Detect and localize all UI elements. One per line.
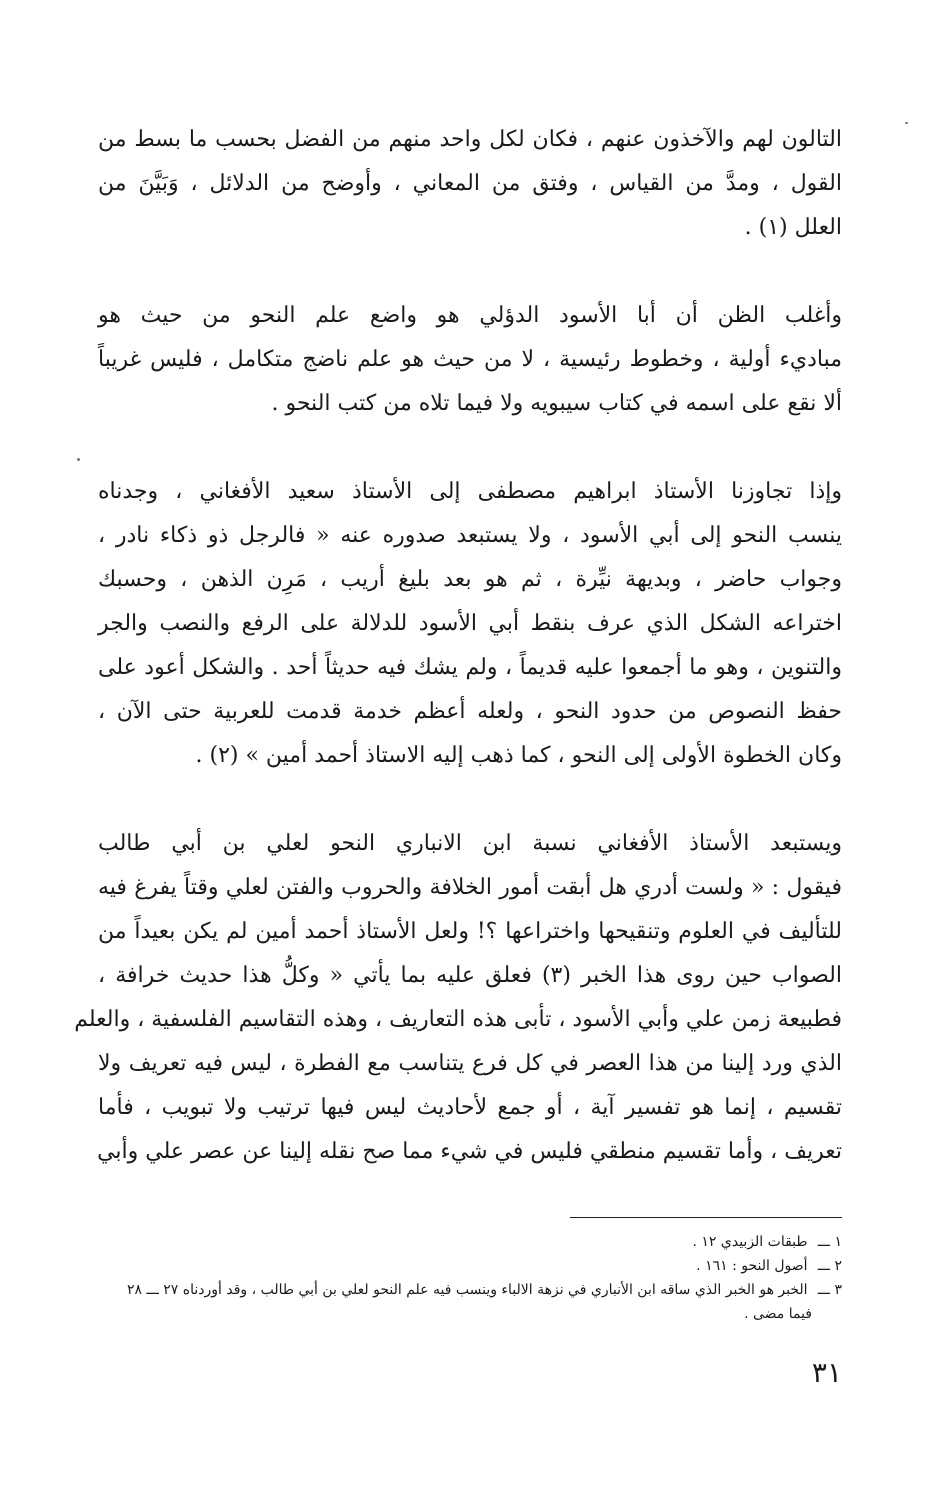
text-line: حفظ النصوص من حدود النحو ، ولعله أعظم خدمة قدمت للعربية حتى الآن ، (98, 699, 842, 724)
text-line: مباديء أولية ، وخطوط رئيسية ، لا من حيث هو علم ناضج متكامل ، فليس غريباً (98, 347, 842, 372)
text-line: تقسيم ، إنما هو تفسير آية ، أو جمع لأحاديث ليس فيها ترتيب ولا تبويب ، فأما (98, 1095, 842, 1120)
text-line: ألا نقع على اسمه في كتاب سيبويه ولا فيما تلاه من كتب النحو . (271, 391, 842, 416)
text-line: فطبيعة زمن علي وأبي الأسود ، تأبى هذه التعاريف ، وهذه التقاسيم الفلسفية ، والعلم (74, 1007, 842, 1032)
footnote-number: ١ ـــ (817, 1234, 842, 1250)
footnote-2 (98, 1254, 842, 1278)
text-line: الذي ورد إلينا من هذا العصر في كل فرع يتناسب مع الفطرة ، ليس فيه تعريف ولا (98, 1051, 842, 1076)
paragraph-4 (74, 822, 842, 1174)
text-line: وإذا تجاوزنا الأستاذ ابراهيم مصطفى إلى الأستاذ سعيد الأفغاني ، وجدناه (98, 479, 842, 504)
footnote-text: الخبر هو الخبر الذي ساقه ابن الأنباري في نزهة الالباء وينسب فيه علم النحو لعلي بن أبي طالب ، وقد أوردناه ٢٧ ـــ ٢٨ (127, 1282, 808, 1298)
footnote-divider (570, 1217, 842, 1218)
paragraph-3 (98, 470, 842, 778)
footnotes (98, 1230, 842, 1326)
footnote-text: أصول النحو : ١٦١ . (696, 1258, 808, 1274)
body-text (74, 118, 842, 1218)
text-line: والتنوين ، وهو ما أجمعوا عليه قديماً ، ولم يشك فيه حديثاً أحد . والشكل أعود على (98, 655, 842, 680)
page-number: ٣١ (811, 1356, 842, 1389)
text-line: اختراعه الشكل الذي عرف بنقط أبي الأسود للدلالة على الرفع والنصب والجر (98, 611, 842, 636)
text-line: تعريف ، وأما تقسيم منطقي فليس في شيء مما صح نقله إلينا عن عصر علي وأبي (97, 1139, 842, 1164)
text-line: التالون لهم والآخذون عنهم ، فكان لكل واحد منهم من الفضل بحسب ما بسط من (98, 127, 842, 152)
text-line: وكان الخطوة الأولى إلى النحو ، كما ذهب إليه الاستاذ أحمد أمين » (٢) . (195, 743, 842, 768)
footnote-number: ٢ ـــ (817, 1258, 842, 1274)
paragraph-1 (98, 118, 842, 250)
text-line: القول ، ومدَّ من القياس ، وفتق من المعاني ، وأوضح من الدلائل ، وَبَيَّنَ من (98, 171, 842, 196)
scan-speck (905, 122, 908, 124)
scan-speck (77, 458, 80, 461)
footnote-3-continuation (98, 1302, 842, 1326)
footnote-3 (98, 1278, 842, 1302)
text-line: وجواب حاضر ، وبديهة نيِّرة ، ثم هو بعد بليغ أريب ، مَرِن الذهن ، وحسبك (98, 567, 842, 592)
text-line: العلل (١) . (744, 215, 842, 240)
footnote-1 (98, 1230, 842, 1254)
paragraph-2 (98, 294, 842, 426)
text-line: فيقول : « ولست أدري هل أبقت أمور الخلافة والحروب والفتن لعلي وقتاً يفرغ فيه (98, 875, 842, 900)
text-line: ويستبعد الأستاذ الأفغاني نسبة ابن الانباري النحو لعلي بن أبي طالب (98, 831, 842, 856)
text-line: الصواب حين روى هذا الخبر (٣) فعلق عليه بما يأتي « وكلُّ هذا حديث خرافة ، (98, 963, 842, 988)
text-line: للتأليف في العلوم وتنقيحها واختراعها ؟! ولعل الأستاذ أحمد أمين لم يكن بعيداً من (98, 919, 842, 944)
text-line: وأغلب الظن أن أبا الأسود الدؤلي هو واضع علم النحو من حيث هو (98, 303, 842, 328)
footnote-number: ٣ ـــ (817, 1282, 842, 1298)
footnote-text: طبقات الزبيدي ١٢ . (692, 1234, 808, 1250)
footnote-text: فيما مضى . (744, 1306, 812, 1322)
text-line: ينسب النحو إلى أبي الأسود ، ولا يستبعد صدوره عنه « فالرجل ذو ذكاء نادر ، (98, 523, 842, 548)
